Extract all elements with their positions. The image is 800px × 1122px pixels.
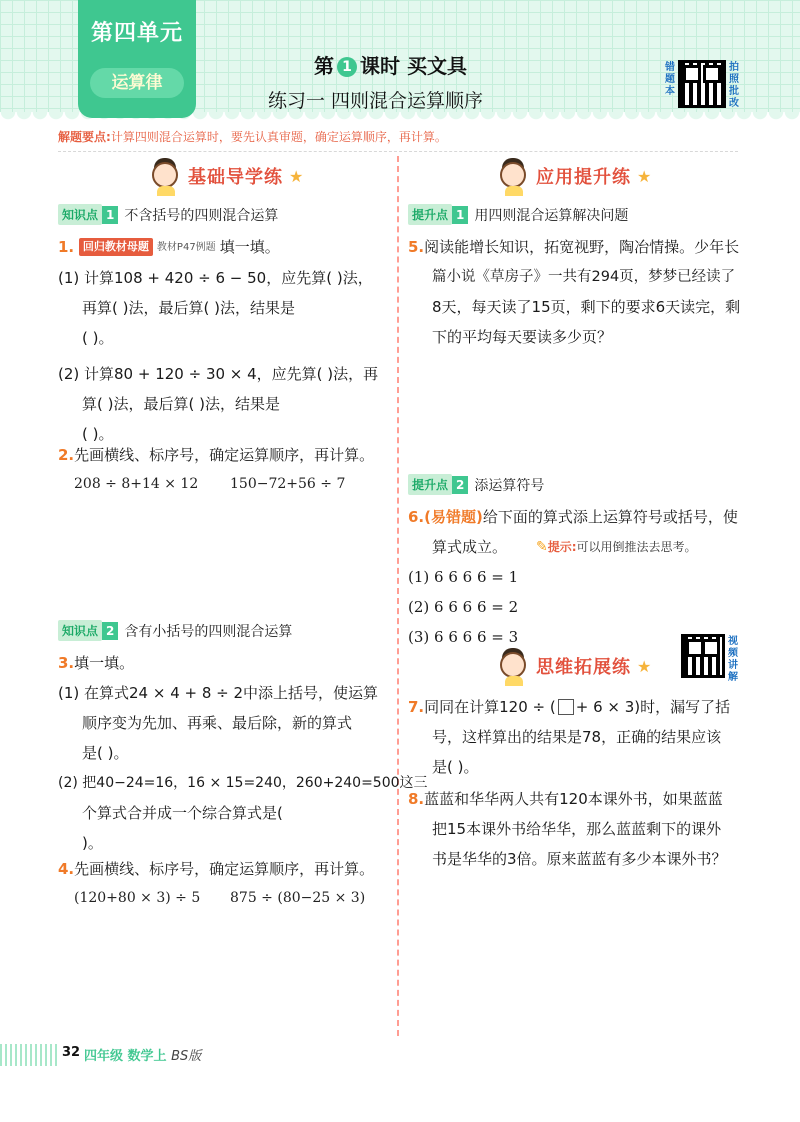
answer-box[interactable] [558,699,574,715]
knowledge-point-1: 知识点 1 不含括号的四则混合运算 [58,204,278,225]
lesson-number-badge: 1 [337,57,357,77]
kid-mascot-icon [496,646,530,686]
improvement-point-title: 添运算符号 [474,477,545,494]
lesson-title: 第 1 课时 买文具 [314,54,467,78]
tip-label: 解题要点: [58,130,111,144]
calc-expression: 208 ÷ 8+14 × 12 [74,476,199,492]
section-banner-thinking [496,646,651,686]
improvement-point-1: 提升点 1 用四则混合运算解决问题 [408,204,628,225]
qr-left-label: 错题本 [665,62,675,97]
video-qr[interactable] [681,634,737,682]
unit-subtitle: 运算律 [90,68,184,98]
footer-brand: 四年级 数学上 BS版 [84,1049,202,1064]
banner-title: 基础导学练 [188,167,283,188]
tip-text: 计算四则混合运算时，要先认真审题，确定运算顺序，再计算。 [110,130,447,144]
section-banner-basic [148,156,303,196]
qr-video-label: 视频讲解 [728,636,738,683]
practice-title: 练习一 四则混合运算顺序 [268,90,484,112]
knowledge-point-title: 含有小括号的四则混合运算 [124,623,293,640]
banner-title: 应用提升练 [536,167,631,188]
page-header [0,0,800,120]
footer-stripe [0,1044,60,1066]
section-banner-applied [496,156,651,196]
error-prone-tag: (易错题) [424,508,483,526]
question-6: 6.(易错题)给下面的算式添上运算符号或括号，使 算式成立。 (1) 6 6 6 6 = 1 (2) 6 6 6 6 = 2 (3) 6 6 6 6 = 3 [408,508,738,646]
qr-code-icon[interactable] [678,60,726,108]
question-2: 2.先画横线、标序号，确定运算顺序，再计算。 [58,446,375,464]
question-4: 4.先画横线、标序号，确定运算顺序，再计算。 [58,860,375,878]
star-icon: ★ [289,166,304,186]
question-1: 1. 回归教材母题 教材P47例题 填一填。 (1) 计算108 + 420 ÷ 6 − 50，应先算( )法， 再算( )法，最后算( )法，结果是 ( )。 (2) 计算80 + 120 ÷ 30 × 4，应先算( )法，再 算( )法，最后算( )法，结果是 ( )。 [58,238,379,443]
kid-mascot-icon [148,156,182,196]
question-3: 3.填一填。 (1) 在算式24 × 4 + 8 ÷ 2中添上括号，使运算 顺序变为先加、再乘、最后除，新的算式 是( )。 (2) 把40−24=16，16 × 15=240，260+240=500这三 个算式合并成一个综合算式是( )。 [58,654,428,852]
hint-icon: ✎ [536,539,548,555]
calc-expression: (120+80 × 3) ÷ 5 [74,890,201,906]
unit-tab [78,0,196,118]
knowledge-point-2: 知识点 2 含有小括号的四则混合运算 [58,620,292,641]
calc-expression: 875 ÷ (80−25 × 3) [230,890,366,906]
qr-right-label: 拍照批改 [729,62,739,109]
question-5: 5.阅读能增长知识，拓宽视野，陶冶情操。少年长 篇小说《草房子》一共有294页，梦梦已经读了 8天，每天读了15页，剩下的要求6天读完，剩 下的平均每天要读多少页？ [408,238,741,346]
column-divider [397,156,399,1036]
banner-title: 思维拓展练 [536,657,631,678]
knowledge-point-title: 不含括号的四则混合运算 [124,207,279,224]
qr-code-icon[interactable] [681,634,725,678]
star-icon: ★ [637,656,652,676]
question-8: 8.蓝蓝和华华两人共有120本课外书，如果蓝蓝 把15本课外书给华华，那么蓝蓝剩下的课外 书是华华的3倍。原来蓝蓝有多少本课外书？ [408,790,727,868]
star-icon: ★ [637,166,652,186]
hint-callout: ✎提示:可以用倒推法去思考。 [536,539,697,555]
improvement-point-2: 提升点 2 添运算符号 [408,474,544,495]
textbook-badge: 回归教材母题 [79,238,153,256]
kid-mascot-icon [496,156,530,196]
improvement-point-title: 用四则混合运算解决问题 [474,207,629,224]
solution-tip [58,128,738,152]
error-book-qr[interactable] [664,60,740,112]
page-number: 32 [62,1045,81,1060]
unit-title: 第四单元 [90,21,183,46]
question-7: 7.同同在计算120 ÷ ( + 6 × 3)时，漏写了括 号，这样算出的结果是78，正确的结果应该 是( )。 [408,698,731,776]
calc-expression: 150−72+56 ÷ 7 [230,476,346,492]
page-footer [0,1042,800,1068]
